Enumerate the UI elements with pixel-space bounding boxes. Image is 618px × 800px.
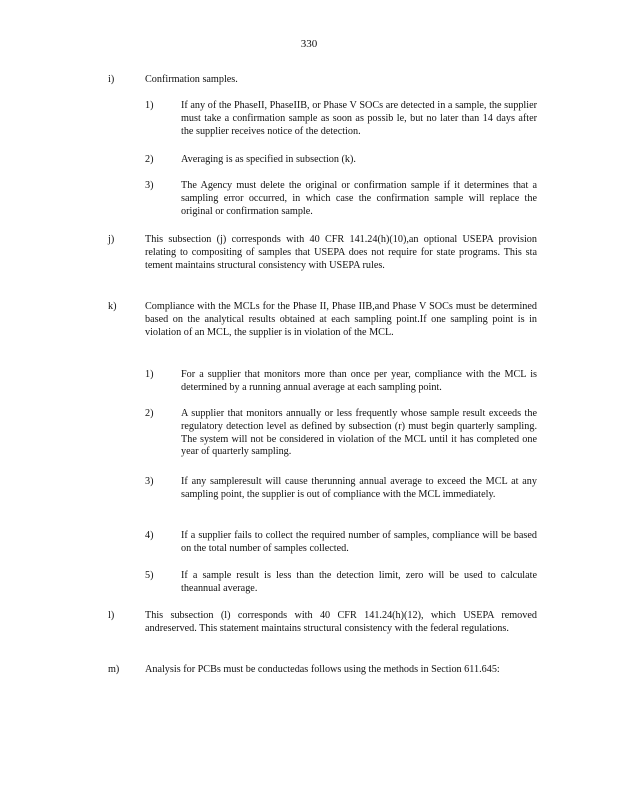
page-number: 330 [300, 38, 318, 50]
item-text: For a supplier that monitors more than once per year, compliance with the MCL is determined by a running annual average at each sampling point. [181, 369, 537, 393]
item-text: Compliance with the MCLs for the Phase II, Phase IIB,and Phase V SOCs must be determined based on the analytical results obtained at each sampling point.If one sampling point is in violation of an MCL, the supplier is in violation of the MCL. [145, 301, 537, 338]
item-marker: 4) [145, 530, 154, 541]
item-text: This subsection (j) corresponds with 40 CFR 141.24(h)(10),an optional USEPA provision relating to compositing of samples that USEPA does not require for state programs. This sta tement maintains structural consistency with USEPA rules. [145, 234, 537, 271]
item-marker: 3) [145, 476, 154, 487]
item-text: This subsection (l) corresponds with 40 CFR 141.24(h)(12), which USEPA removed andreserved. This statement maintains structural consistency with the federal regulations. [145, 610, 537, 634]
item-text: If any sampleresult will cause therunning annual average to exceed the MCL at any sampling point, the supplier is out of compliance with the MCL immediately. [181, 476, 537, 500]
item-text: Confirmation samples. [145, 74, 238, 85]
item-marker: 1) [145, 369, 154, 380]
item-text: A supplier that monitors annually or less frequently whose sample result exceeds the regulatory detection level as defined by subsection (r) must begin quarterly sampling. The system will not be considered in violation of the MCL until it has completed one year of quarterly sampling. [181, 408, 537, 458]
item-marker: l) [108, 610, 115, 621]
item-text: Analysis for PCBs must be conductedas follows using the methods in Section 611.645: [145, 664, 500, 675]
item-text: The Agency must delete the original or confirmation sample if it determines that a sampling error occurred, in which case the confirmation sample will replace the original or confirmation sample. [181, 180, 537, 217]
item-marker: 1) [145, 100, 154, 111]
item-marker: j) [108, 234, 115, 245]
item-marker: 2) [145, 408, 154, 419]
item-marker: m) [108, 664, 120, 675]
item-marker: k) [108, 301, 117, 312]
item-text: If a supplier fails to collect the required number of samples, compliance will be based on the total number of samples collected. [181, 530, 537, 554]
item-marker: 3) [145, 180, 154, 191]
item-marker: 5) [145, 570, 154, 581]
item-text: If a sample result is less than the detection limit, zero will be used to calculate theannual average. [181, 570, 537, 594]
item-marker: 2) [145, 154, 154, 165]
item-text: If any of the PhaseII, PhaseIIB, or Phase V SOCs are detected in a sample, the supplier must take a confirmation sample as soon as possib le, but no later than 14 days after the supplier receives notice of the detection. [181, 100, 537, 137]
item-text: Averaging is as specified in subsection (k). [181, 154, 356, 165]
item-marker: i) [108, 74, 115, 85]
